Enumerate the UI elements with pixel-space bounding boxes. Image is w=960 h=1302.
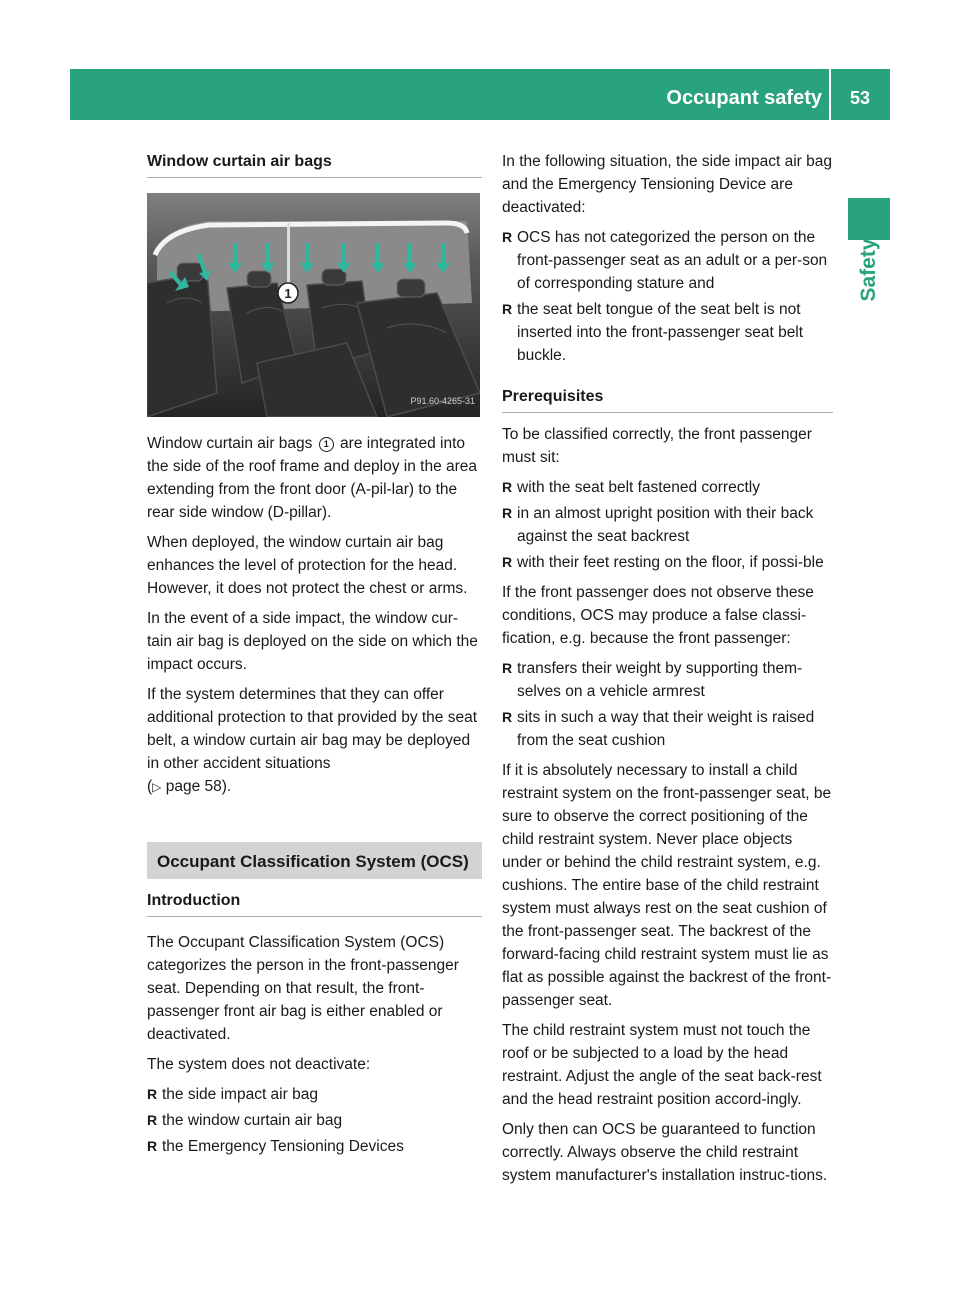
heading-prerequisites: Prerequisites: [502, 385, 833, 413]
text-curtain-lead: Window curtain air bags: [147, 435, 313, 452]
image-code: P91.60-4265-31: [410, 396, 475, 406]
interior-drawing: [147, 193, 480, 417]
list-item: R the side impact air bag: [147, 1083, 482, 1106]
list-deactivation-conditions: [502, 226, 833, 367]
paragraph-curtain-protection: When deployed, the window curtain air bag enhances the level of protection for the head. However, it does not protect the chest or arms.: [147, 534, 468, 597]
list-item: R with their feet resting on the floor, if possi-ble: [502, 551, 833, 574]
page-ref-arrow-icon: ▷: [152, 780, 162, 794]
section-title-ocs: Occupant Classification System (OCS): [147, 842, 482, 879]
list-false-classification-causes: [502, 657, 833, 752]
heading-window-curtain-air-bags: Window curtain air bags: [147, 150, 482, 178]
paragraph-ocs-intro: The Occupant Classification System (OCS) categorizes the person in the front-passenger seat. Depending on that result, the front-passenger front air bag is either enabled or deactivated.: [147, 934, 459, 1043]
list-item: R transfers their weight by supporting them-selves on a vehicle armrest: [502, 657, 833, 703]
paragraph-deactivated-situation: In the following situation, the side impact air bag and the Emergency Tensioning Device are deactivated:: [502, 153, 832, 216]
right-column: [502, 150, 833, 1194]
vehicle-interior-illustration: [147, 193, 480, 417]
paragraph-side-impact: In the event of a side impact, the window cur-tain air bag is deployed on the side on which the impact occurs.: [147, 610, 478, 673]
paragraph-does-not-deactivate: The system does not deactivate:: [147, 1056, 371, 1073]
text-additional-protection: If the system determines that they can offer additional protection to that provided by the seat belt, a window curtain air bag may be deployed in other accident situations: [147, 686, 478, 772]
heading-introduction: Introduction: [147, 889, 482, 917]
list-not-deactivated: [147, 1083, 482, 1158]
figure-callout-label: 1: [284, 286, 292, 301]
page-number: 53: [849, 88, 871, 108]
paragraph-sitting-requirements: To be classified correctly, the front passenger must sit:: [502, 426, 812, 466]
list-item: R with the seat belt fastened correctly: [502, 476, 833, 499]
page-reference-link[interactable]: page 58).: [165, 778, 232, 795]
list-item: R sits in such a way that their weight is raised from the seat cushion: [502, 706, 833, 752]
chapter-title: Occupant safety: [666, 87, 822, 109]
list-sitting-requirements: [502, 476, 833, 574]
list-item: R the Emergency Tensioning Devices: [147, 1135, 482, 1158]
section-tab-marker: [848, 198, 890, 240]
paragraph-curtain-integration: [147, 432, 482, 524]
paragraph-ocs-function: Only then can OCS be guaranteed to function correctly. Always observe the child restraint system manufacturer's installation instruc-tions.: [502, 1121, 828, 1184]
list-item: R the seat belt tongue of the seat belt is not inserted into the front-passenger seat belt buckle.: [502, 298, 833, 367]
paragraph-child-restraint-positioning: If it is absolutely necessary to install a child restraint system on the front-passenger seat, be sure to observe the correct positioning of the child restraint system. Never place objects under or behind the child restraint system, e.g. cushions. The entire base of the child restraint system must always rest on the seat cushion of the front-passenger seat. The backrest of the forward-facing child restraint system must lie as flat as possible against the backrest of the front-passenger seat.: [502, 762, 832, 1009]
list-item: R the window curtain air bag: [147, 1109, 482, 1132]
left-column: [147, 150, 482, 1165]
header-divider: [829, 69, 831, 120]
paragraph-additional-protection: If the system determines that they can offer additional protection to that provided by the seat belt, a window curtain air bag may be deployed in other accident situations (▷ page 58).: [147, 686, 478, 795]
callout-ref-icon: 1: [319, 437, 334, 452]
text-curtain-rest: are integrated into the side of the roof frame and deploy in the area extending from the front door (A-pil-lar) to the rear side window (D-pillar).: [147, 435, 478, 521]
paragraph-false-classification: If the front passenger does not observe these conditions, OCS may produce a false classi-fication, e.g. because the front passenger:: [502, 584, 814, 647]
list-item: R in an almost upright position with their back against the seat backrest: [502, 502, 833, 548]
paragraph-child-restraint-roof: The child restraint system must not touch the roof or be subjected to a load by the head restraint. Adjust the angle of the seat back-rest and the head restraint position accord-ingly.: [502, 1022, 822, 1108]
list-item: R OCS has not categorized the person on the front-passenger seat as an adult or a per-son of corresponding stature and: [502, 226, 833, 295]
section-side-label: Safety: [857, 238, 880, 302]
